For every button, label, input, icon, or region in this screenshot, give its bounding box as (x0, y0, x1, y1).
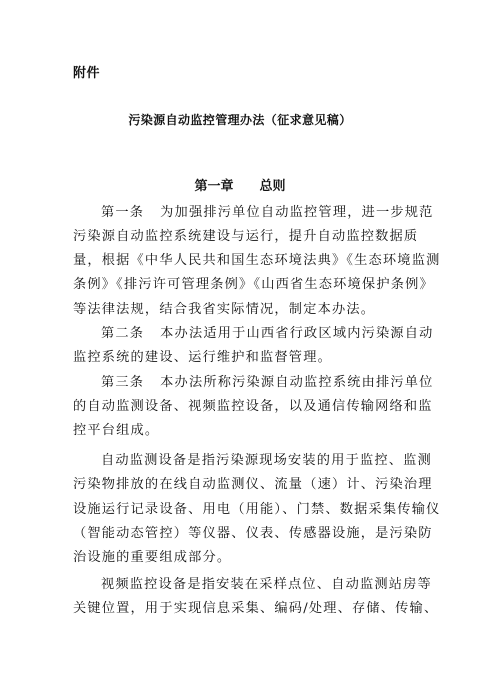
paragraph-1-line-4: （智能动态管控）等仪器、仪表、传感器设施，是污染防 (73, 526, 433, 541)
article-1-line-3: 量，根据《中华人民共和国生态环境法典》《生态环境监测 (73, 253, 441, 268)
paragraph-1-line-3: 设施运行记录设备、用电（用能）、门禁、数据采集传输仪 (73, 502, 441, 517)
article-3-text: 本办法所称污染源自动监控系统由排污单位 (160, 375, 434, 390)
article-3-line-2: 的自动监测设备、视频监控设备，以及通信传输网络和监 (73, 399, 433, 414)
paragraph-1-line-1: 自动监测设备是指污染源现场安装的用于监控、监测 (101, 453, 432, 468)
article-1-line-4: 条例》《排污许可管理条例》《山西省生态环境保护条例》 (73, 277, 434, 292)
attachment-label: 附件 (73, 66, 101, 81)
article-3-line-3: 控平台组成。 (73, 423, 160, 438)
chapter-heading (0, 175, 480, 194)
article-2-label: 第二条 (101, 326, 145, 341)
article-1-text: 为加强排污单位自动监控管理，进一步规范 (160, 205, 434, 220)
article-1-line-5: 等法律法规，结合我省实际情况，制定本办法。 (73, 302, 376, 317)
paragraph-1-line-5: 治设施的重要组成部分。 (73, 550, 232, 565)
article-3-line-1 (101, 375, 434, 391)
article-2-line-1 (101, 326, 434, 342)
article-1-label: 第一条 (101, 205, 145, 220)
paragraph-2-line-2: 关键位置，用于实现信息采集、编码/处理、存储、传输、 (73, 601, 439, 616)
chapter-number: 第一章 (194, 179, 234, 194)
document-title: 污染源自动监控管理办法（征求意见稿） (128, 113, 352, 127)
article-2-text: 本办法适用于山西省行政区域内污染源自动 (160, 326, 434, 341)
chapter-name: 总则 (259, 179, 286, 194)
paragraph-2-line-1: 视频监控设备是指安装在采样点位、自动监测站房等 (101, 577, 432, 592)
article-3-label: 第三条 (101, 375, 145, 390)
article-1-line-2: 污染源自动监控系统建设与运行，提升自动监控数据质 (73, 229, 419, 244)
article-2-line-2: 监控系统的建设、运行维护和监督管理。 (73, 350, 332, 365)
paragraph-1-line-2: 污染物排放的在线自动监测仪、流量（速）计、污染治理 (73, 477, 433, 492)
article-1-line-1 (101, 205, 434, 221)
